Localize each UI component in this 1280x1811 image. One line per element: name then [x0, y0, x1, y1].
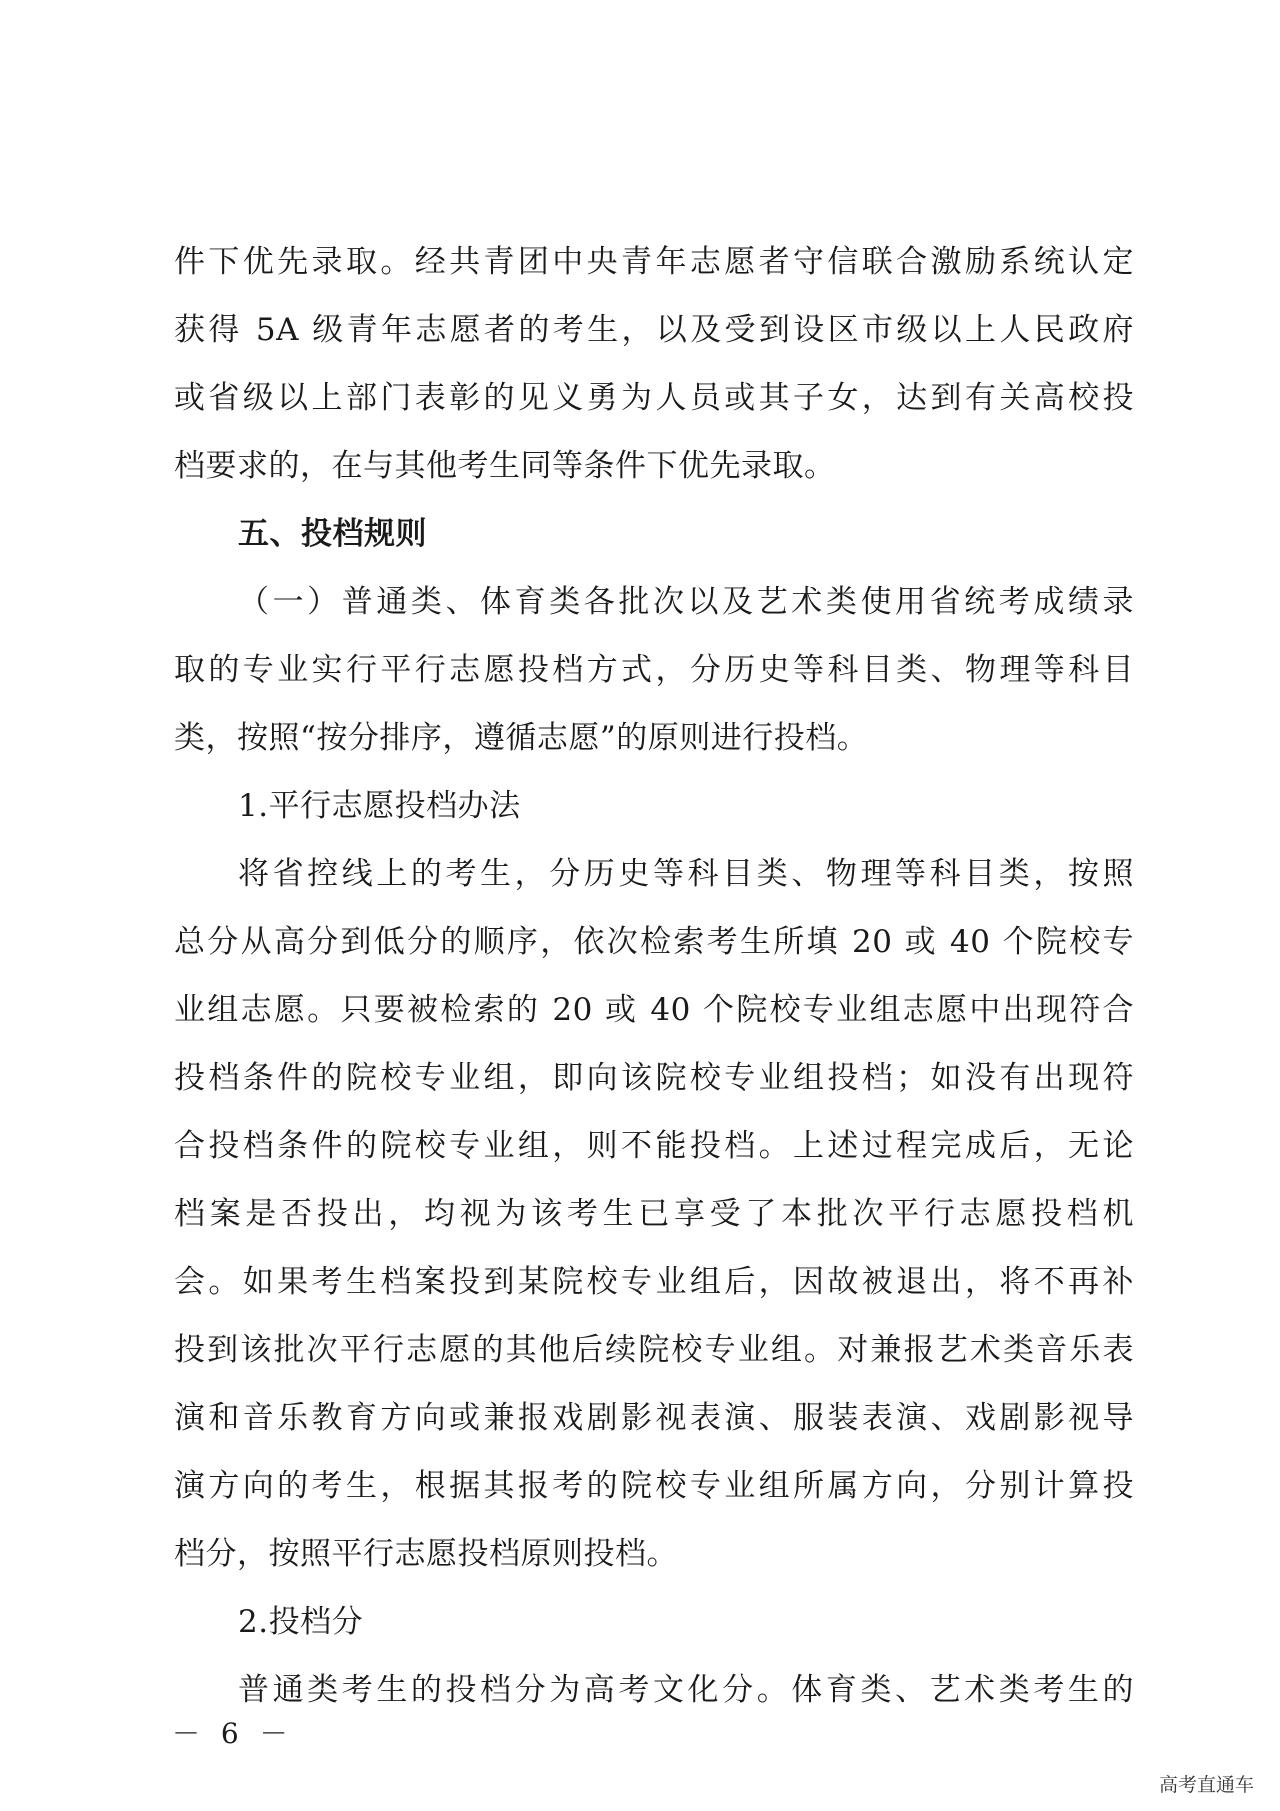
text-line: 业组志愿。只要被检索的 20 或 40 个院校专业组志愿中出现符合 — [174, 992, 1134, 1028]
section-heading: 五、投档规则 — [238, 516, 427, 552]
text-line: 档案是否投出，均视为该考生已享受了本批次平行志愿投档机 — [174, 1196, 1134, 1232]
body-text — [174, 228, 1134, 1724]
text-line: 投到该批次平行志愿的其他后续院校专业组。对兼报艺术类音乐表 — [174, 1332, 1134, 1368]
text-line: 演和音乐教育方向或兼报戏剧影视表演、服装表演、戏剧影视导 — [174, 1400, 1134, 1436]
text-line: 普通类考生的投档分为高考文化分。体育类、艺术类考生的 — [238, 1672, 1134, 1708]
text-line: 总分从高分到低分的顺序，依次检索考生所填 20 或 40 个院校专 — [174, 924, 1134, 960]
subsection-heading: 1.平行志愿投档办法 — [238, 788, 521, 824]
subsection-heading: 2.投档分 — [238, 1604, 364, 1640]
text-line: 合投档条件的院校专业组，则不能投档。上述过程完成后，无论 — [174, 1128, 1134, 1164]
text-line: 将省控线上的考生，分历史等科目类、物理等科目类，按照 — [238, 856, 1134, 892]
text-line: 类，按照“按分排序，遵循志愿”的原则进行投档。 — [174, 720, 869, 756]
text-line: 投档条件的院校专业组，即向该院校专业组投档；如没有出现符 — [174, 1060, 1134, 1096]
text-line: 档分，按照平行志愿投档原则投档。 — [174, 1536, 678, 1572]
text-line: （一）普通类、体育类各批次以及艺术类使用省统考成绩录 — [238, 584, 1134, 620]
page-number: － 6 － — [172, 1717, 294, 1750]
watermark: 高考直通车 — [1158, 1774, 1254, 1796]
text-line: 获得 5A 级青年志愿者的考生，以及受到设区市级以上人民政府 — [174, 312, 1134, 348]
text-line: 件下优先录取。经共青团中央青年志愿者守信联合激励系统认定 — [174, 244, 1134, 280]
text-line: 演方向的考生，根据其报考的院校专业组所属方向，分别计算投 — [174, 1468, 1134, 1504]
text-line: 会。如果考生档案投到某院校专业组后，因故被退出，将不再补 — [174, 1264, 1134, 1300]
text-line: 或省级以上部门表彰的见义勇为人员或其子女，达到有关高校投 — [174, 380, 1134, 416]
text-line: 取的专业实行平行志愿投档方式，分历史等科目类、物理等科目 — [174, 652, 1134, 688]
text-line: 档要求的，在与其他考生同等条件下优先录取。 — [174, 448, 836, 484]
